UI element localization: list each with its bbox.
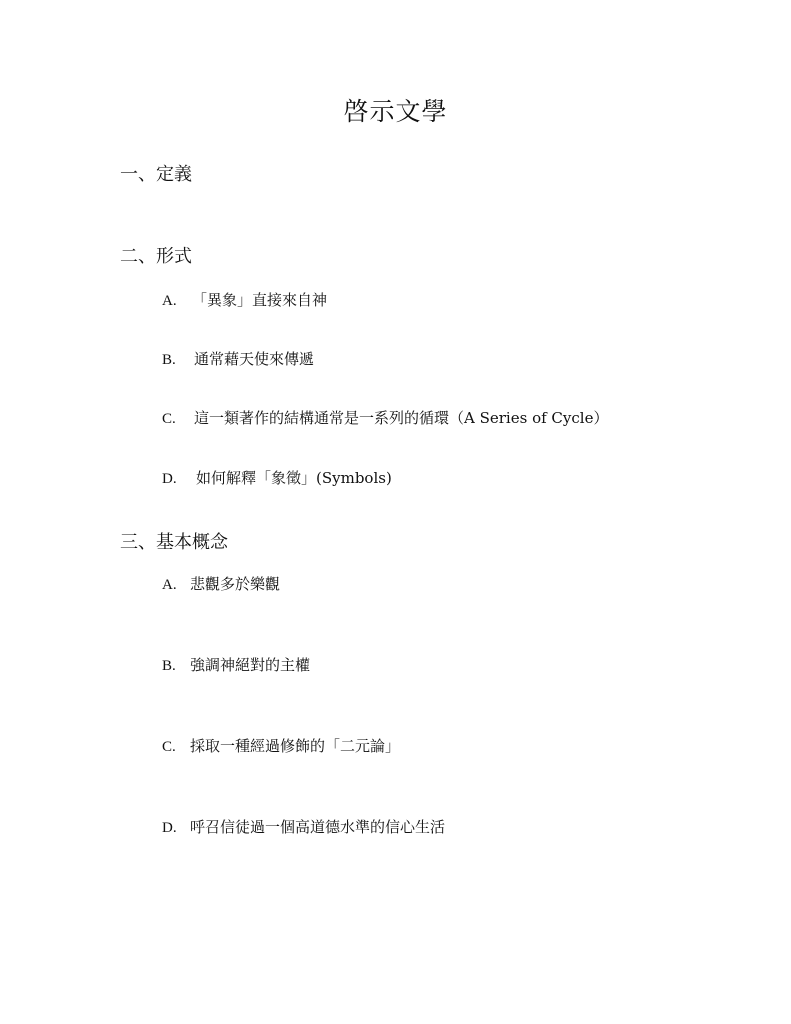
list-marker: D. <box>162 820 177 836</box>
section-heading-basic-concepts: 三、基本概念 <box>120 532 228 553</box>
list-item <box>162 407 608 428</box>
list-item <box>162 289 327 310</box>
list-item <box>162 348 314 369</box>
list-marker: A. <box>162 293 177 309</box>
list-marker: A. <box>162 577 177 593</box>
list-item <box>162 816 445 837</box>
list-marker: B. <box>162 658 176 674</box>
list-marker: C. <box>162 411 176 427</box>
list-item <box>162 735 400 756</box>
section-heading-form: 二、形式 <box>120 246 192 267</box>
document-title: 啓示文學 <box>343 97 448 126</box>
list-item <box>162 654 310 675</box>
list-item-text: 呼召信徒過一個高道德水準的信心生活 <box>190 818 446 836</box>
list-item-text: 這一類著作的結構通常是一系列的循環（A Series of Cycle） <box>194 409 609 427</box>
list-item-text: 通常藉天使來傳遞 <box>194 350 315 368</box>
list-item-text: 強調神絕對的主權 <box>190 656 311 674</box>
list-item-text: 「異象」直接來自神 <box>192 291 328 309</box>
list-item <box>162 573 280 594</box>
list-item-text: 悲觀多於樂觀 <box>190 575 281 593</box>
section-heading-definition: 一、定義 <box>120 164 192 185</box>
list-item-text: 採取一種經過修飾的「二元論」 <box>190 737 401 755</box>
list-item-text: 如何解釋「象徵」(Symbols) <box>196 469 392 487</box>
list-marker: C. <box>162 739 176 755</box>
list-marker: B. <box>162 352 176 368</box>
list-item <box>162 467 392 488</box>
list-marker: D. <box>162 471 177 487</box>
